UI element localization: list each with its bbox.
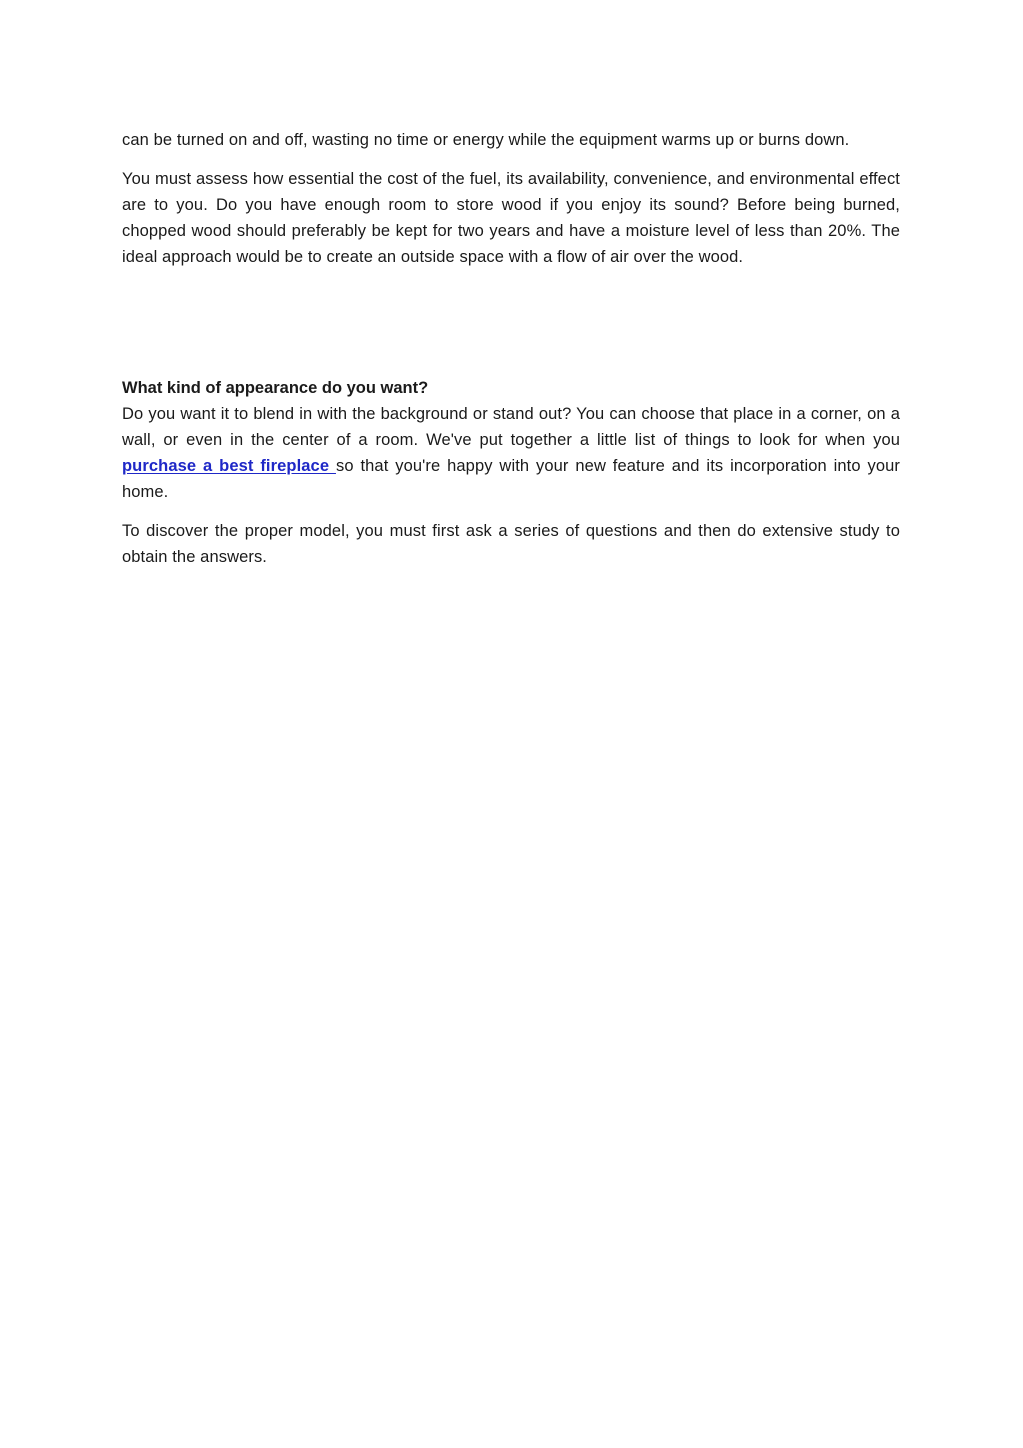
- paragraph-proper-model: To discover the proper model, you must first ask a series of questions and then do extensive study to obtain the answers.: [122, 522, 900, 566]
- paragraph-appearance-text-end: so that you're happy with your new feature and its incorporation into your home.: [122, 457, 900, 501]
- paragraph-spacer: [122, 505, 900, 518]
- purchase-fireplace-link[interactable]: purchase a best fireplace: [122, 457, 336, 475]
- paragraph-heating-continued: can be turned on and off, wasting no time or energy while the equipment warms up or burns down.: [122, 131, 850, 149]
- paragraph-fuel-assessment: You must assess how essential the cost of the fuel, its availability, convenience, and environmental effect are to you. Do you have enough room to store wood if you enjoy its sound? Before being burned, chopped wood should preferably be kept for two years and have a moisture level of less than 20%. The ideal approach would be to create an outside space with a flow of air over the wood.: [122, 170, 900, 266]
- paragraph-spacer: [122, 153, 900, 166]
- section-heading-appearance: What kind of appearance do you want?: [122, 379, 429, 397]
- paragraph-appearance: [122, 401, 900, 505]
- paragraph-appearance-text-start: Do you want it to blend in with the background or stand out? You can choose that place in a corner, on a wall, or even in the center of a room. We've put together a little list of things to look for when you: [122, 405, 900, 449]
- document-body: [122, 127, 900, 570]
- section-spacer: [122, 270, 900, 375]
